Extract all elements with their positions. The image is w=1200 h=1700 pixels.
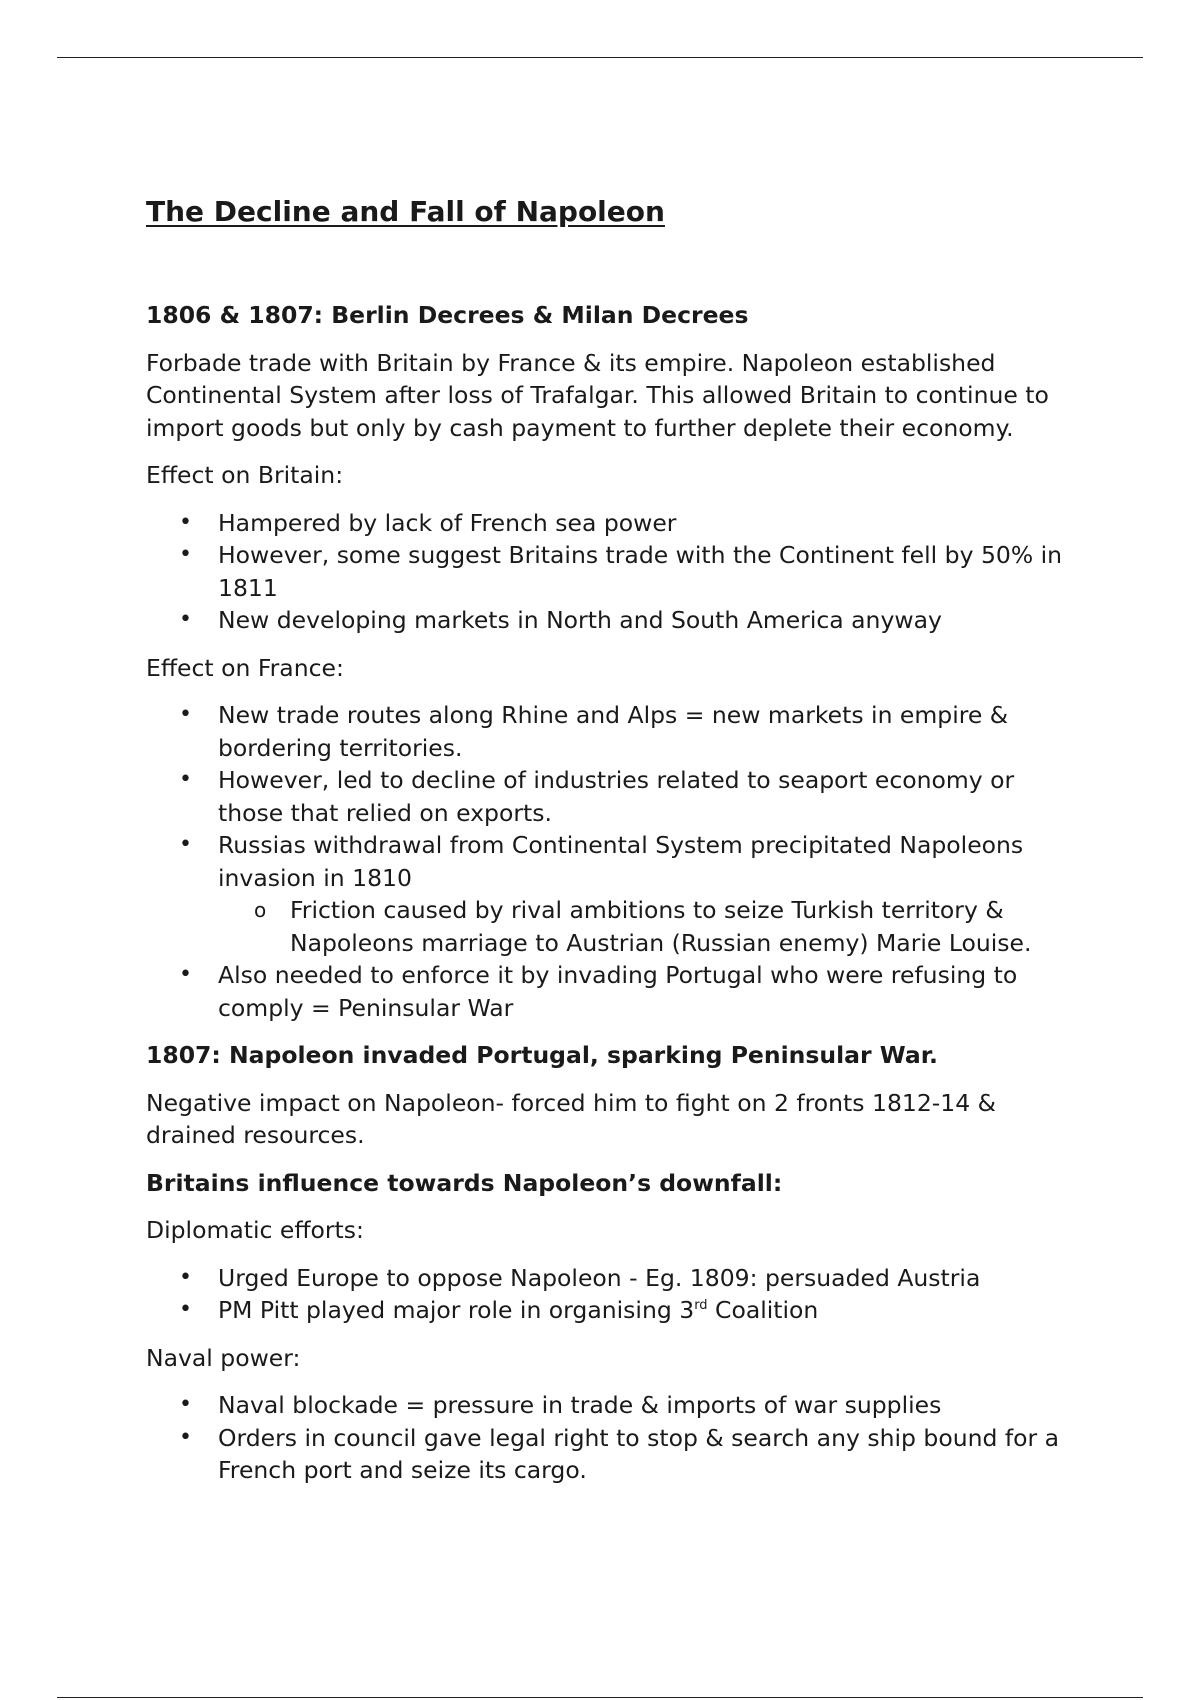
diplomatic-efforts-list: [146, 1262, 1066, 1327]
list-item-text: Russias withdrawal from Continental System precipitated Napoleons invasion in 1810: [218, 831, 1024, 892]
britain-effects-list: [146, 507, 1066, 637]
list-item: • However, led to decline of industries related to seaport economy or those that relied on exports.: [146, 764, 1066, 829]
decrees-paragraph: Forbade trade with Britain by France & its empire. Napoleon established Continental System after loss of Trafalgar. This allowed Britain to continue to import goods but only by cash payment to further deplete their economy.: [146, 348, 1049, 442]
effect-on-france-label: Effect on France:: [146, 653, 344, 682]
list-item-with-subitems: [146, 829, 1066, 959]
ordinal-superscript: rd: [694, 1298, 708, 1314]
peninsular-war-paragraph: Negative impact on Napoleon- forced him to fight on 2 fronts 1812-14 & drained resources.: [146, 1088, 996, 1149]
list-item: • Naval blockade = pressure in trade & imports of war supplies: [146, 1389, 1066, 1422]
coalition-text-start: PM Pitt played major role in organising 3: [218, 1296, 695, 1324]
sub-list-item: o Friction caused by rival ambitions to seize Turkish territory & Napoleons marriage to Austrian (Russian enemy) Marie Louise.: [218, 894, 1066, 959]
list-item: • Urged Europe to oppose Napoleon - Eg. 1809: persuaded Austria: [146, 1262, 1066, 1295]
section-heading-britains-influence: Britains influence towards Napoleon’s downfall:: [146, 1168, 783, 1197]
list-item: • Orders in council gave legal right to stop & search any ship bound for a French port and seize its cargo.: [146, 1422, 1066, 1487]
effect-on-britain-label: Effect on Britain:: [146, 461, 344, 489]
list-item: • Hampered by lack of French sea power: [146, 507, 1066, 540]
france-effects-list: [146, 699, 1066, 1024]
document-title: The Decline and Fall of Napoleon: [146, 195, 665, 228]
list-item: • Also needed to enforce it by invading Portugal who were refusing to comply = Peninsular War: [146, 959, 1066, 1024]
naval-power-label: Naval power:: [146, 1343, 301, 1372]
diplomatic-efforts-label: Diplomatic efforts:: [146, 1216, 364, 1244]
list-item: • New developing markets in North and South America anyway: [146, 604, 1066, 637]
section-heading-decrees: 1806 & 1807: Berlin Decrees & Milan Decrees: [146, 301, 749, 329]
list-item: • However, some suggest Britains trade with the Continent fell by 50% in 1811: [146, 539, 1066, 604]
naval-power-list: [146, 1389, 1066, 1487]
document-body: [146, 194, 1066, 1487]
footer-rule: [57, 1697, 1143, 1698]
section-heading-peninsular-war: 1807: Napoleon invaded Portugal, sparking Peninsular War.: [146, 1041, 938, 1069]
list-item-coalition: [146, 1294, 1066, 1327]
header-rule: [57, 57, 1143, 58]
sub-list: [218, 894, 1066, 959]
coalition-text-end: Coalition: [707, 1296, 819, 1324]
list-item: • New trade routes along Rhine and Alps = new markets in empire & bordering territories.: [146, 699, 1066, 764]
